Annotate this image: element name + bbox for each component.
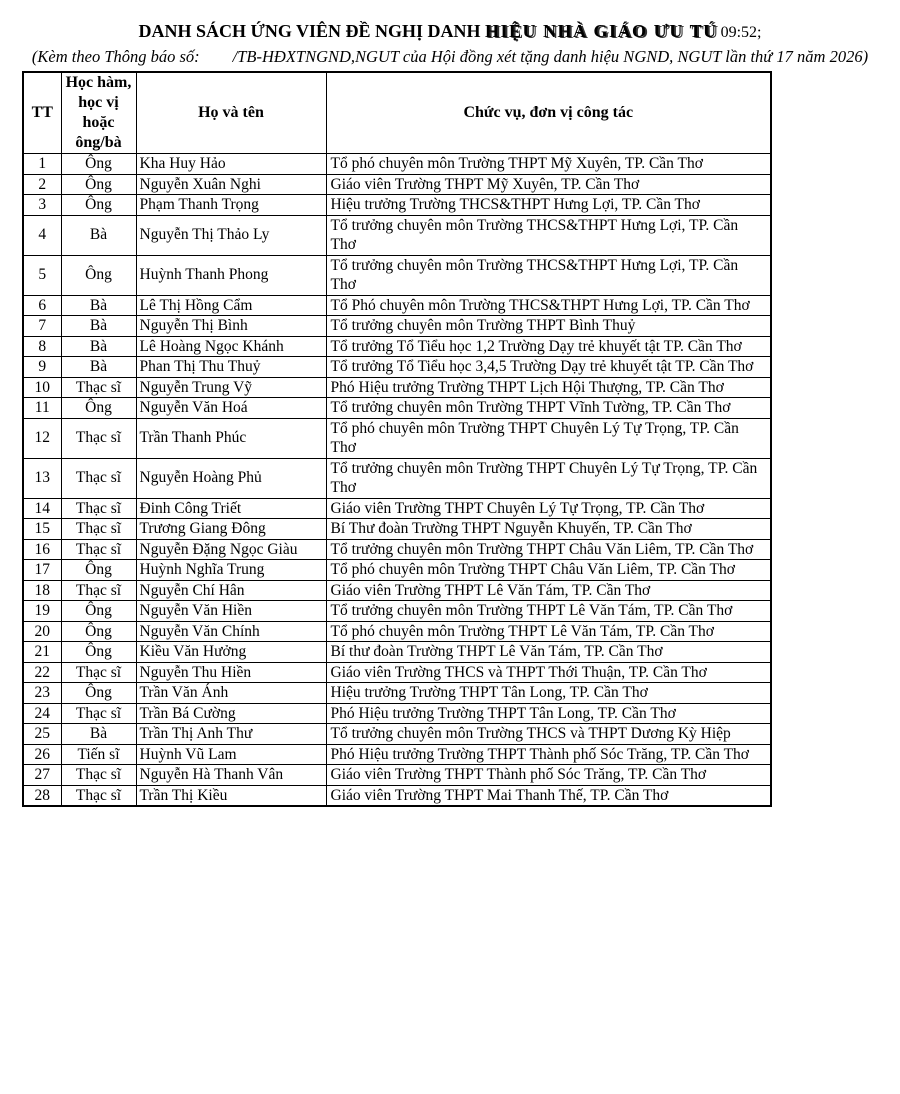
honorific-cell: Thạc sĩ: [61, 662, 136, 683]
table-row: [23, 683, 771, 704]
table-row: [23, 498, 771, 519]
honorific-cell: Ông: [61, 174, 136, 195]
position-cell: Tổ trưởng chuyên môn Trường THCS&THPT Hưng Lợi, TP. Cần Thơ: [326, 255, 771, 295]
table-row: [23, 519, 771, 540]
name-cell: Phạm Thanh Trọng: [136, 195, 326, 216]
row-number-cell: 4: [23, 215, 61, 255]
document-page: [0, 20, 900, 1094]
table-row: [23, 154, 771, 175]
table-row: [23, 642, 771, 663]
table-row: [23, 744, 771, 765]
honorific-cell: Thạc sĩ: [61, 765, 136, 786]
honorific-cell: Ông: [61, 398, 136, 419]
honorific-cell: Bà: [61, 357, 136, 378]
name-cell: Trần Thị Kiều: [136, 785, 326, 806]
name-cell: Kiều Văn Hưởng: [136, 642, 326, 663]
position-cell: Tổ trưởng chuyên môn Trường THPT Lê Văn Tám, TP. Cần Thơ: [326, 601, 771, 622]
table-row: [23, 765, 771, 786]
header-full-name: Họ và tên: [136, 72, 326, 154]
table-row: [23, 418, 771, 458]
name-cell: Trần Thanh Phúc: [136, 418, 326, 458]
honorific-cell: Ông: [61, 683, 136, 704]
row-number-cell: 16: [23, 539, 61, 560]
name-cell: Nguyễn Hà Thanh Vân: [136, 765, 326, 786]
name-cell: Trần Văn Ánh: [136, 683, 326, 704]
honorific-cell: Ông: [61, 255, 136, 295]
table-row: [23, 662, 771, 683]
honorific-cell: Ông: [61, 621, 136, 642]
row-number-cell: 28: [23, 785, 61, 806]
table-row: [23, 703, 771, 724]
position-cell: Phó Hiệu trưởng Trường THPT Lịch Hội Thượng, TP. Cần Thơ: [326, 377, 771, 398]
signature-timestamp: 09:52;: [720, 24, 762, 41]
position-cell: Tổ trưởng Tổ Tiểu học 1,2 Trường Dạy trẻ khuyết tật TP. Cần Thơ: [326, 336, 771, 357]
row-number-cell: 15: [23, 519, 61, 540]
honorific-cell: Ông: [61, 642, 136, 663]
row-number-cell: 2: [23, 174, 61, 195]
row-number-cell: 11: [23, 398, 61, 419]
position-cell: Tổ trưởng chuyên môn Trường THPT Chuyên Lý Tự Trọng, TP. Cần Thơ: [326, 458, 771, 498]
row-number-cell: 25: [23, 724, 61, 745]
honorific-cell: Thạc sĩ: [61, 539, 136, 560]
row-number-cell: 14: [23, 498, 61, 519]
name-cell: Nguyễn Đặng Ngọc Giàu: [136, 539, 326, 560]
position-cell: Phó Hiệu trưởng Trường THPT Tân Long, TP. Cần Thơ: [326, 703, 771, 724]
table-row: [23, 195, 771, 216]
position-cell: Tổ trưởng Tổ Tiểu học 3,4,5 Trường Dạy trẻ khuyết tật TP. Cần Thơ: [326, 357, 771, 378]
name-cell: Nguyễn Thị Bình: [136, 316, 326, 337]
row-number-cell: 1: [23, 154, 61, 175]
table-row: [23, 560, 771, 581]
table-row: [23, 377, 771, 398]
name-cell: Đinh Công Triết: [136, 498, 326, 519]
honorific-cell: Thạc sĩ: [61, 703, 136, 724]
table-header-row: [23, 72, 771, 154]
name-cell: Nguyễn Văn Hiền: [136, 601, 326, 622]
name-cell: Lê Hoàng Ngọc Khánh: [136, 336, 326, 357]
row-number-cell: 3: [23, 195, 61, 216]
name-cell: Nguyễn Văn Hoá: [136, 398, 326, 419]
header-position-unit: Chức vụ, đơn vị công tác: [326, 72, 771, 154]
honorific-cell: Tiến sĩ: [61, 744, 136, 765]
position-cell: Tổ Phó chuyên môn Trường THCS&THPT Hưng Lợi, TP. Cần Thơ: [326, 295, 771, 316]
name-cell: Huỳnh Vũ Lam: [136, 744, 326, 765]
position-cell: Giáo viên Trường THPT Chuyên Lý Tự Trọng, TP. Cần Thơ: [326, 498, 771, 519]
row-number-cell: 12: [23, 418, 61, 458]
table-row: [23, 601, 771, 622]
row-number-cell: 10: [23, 377, 61, 398]
honorific-cell: Ông: [61, 154, 136, 175]
position-cell: Tổ phó chuyên môn Trường THPT Lê Văn Tám, TP. Cần Thơ: [326, 621, 771, 642]
honorific-cell: Thạc sĩ: [61, 377, 136, 398]
honorific-cell: Bà: [61, 724, 136, 745]
table-row: [23, 539, 771, 560]
candidates-table: [22, 71, 772, 807]
row-number-cell: 17: [23, 560, 61, 581]
honorific-cell: Thạc sĩ: [61, 418, 136, 458]
name-cell: Huỳnh Thanh Phong: [136, 255, 326, 295]
title-overlap-segment: HIỆU NHÀ GIÁO ƯU TÚ: [485, 21, 718, 41]
position-cell: Giáo viên Trường THPT Lê Văn Tám, TP. Cần Thơ: [326, 580, 771, 601]
table-row: [23, 785, 771, 806]
position-cell: Tổ trưởng chuyên môn Trường THPT Vĩnh Tường, TP. Cần Thơ: [326, 398, 771, 419]
table-row: [23, 215, 771, 255]
position-cell: Giáo viên Trường THPT Thành phố Sóc Trăng, TP. Cần Thơ: [326, 765, 771, 786]
table-row: [23, 255, 771, 295]
table-row: [23, 316, 771, 337]
position-cell: Tổ trưởng chuyên môn Trường THPT Bình Thuỷ: [326, 316, 771, 337]
position-cell: Giáo viên Trường THCS và THPT Thới Thuận, TP. Cần Thơ: [326, 662, 771, 683]
name-cell: Trương Giang Đông: [136, 519, 326, 540]
row-number-cell: 8: [23, 336, 61, 357]
name-cell: Nguyễn Thị Thảo Ly: [136, 215, 326, 255]
position-cell: Tổ phó chuyên môn Trường THPT Chuyên Lý Tự Trọng, TP. Cần Thơ: [326, 418, 771, 458]
name-cell: Phan Thị Thu Thuỷ: [136, 357, 326, 378]
position-cell: Bí thư đoàn Trường THPT Lê Văn Tám, TP. Cần Thơ: [326, 642, 771, 663]
table-row: [23, 336, 771, 357]
table-row: [23, 295, 771, 316]
row-number-cell: 13: [23, 458, 61, 498]
page-title: [0, 20, 900, 44]
name-cell: Nguyễn Văn Chính: [136, 621, 326, 642]
header-tt: TT: [23, 72, 61, 154]
position-cell: Tổ trưởng chuyên môn Trường THCS và THPT Dương Kỳ Hiệp: [326, 724, 771, 745]
position-cell: Giáo viên Trường THPT Mỹ Xuyên, TP. Cần Thơ: [326, 174, 771, 195]
position-cell: Tổ trưởng chuyên môn Trường THCS&THPT Hưng Lợi, TP. Cần Thơ: [326, 215, 771, 255]
honorific-cell: Bà: [61, 215, 136, 255]
position-cell: Phó Hiệu trưởng Trường THPT Thành phố Sóc Trăng, TP. Cần Thơ: [326, 744, 771, 765]
honorific-cell: Thạc sĩ: [61, 785, 136, 806]
honorific-cell: Ông: [61, 195, 136, 216]
name-cell: Trần Thị Anh Thư: [136, 724, 326, 745]
honorific-cell: Thạc sĩ: [61, 498, 136, 519]
honorific-cell: Thạc sĩ: [61, 519, 136, 540]
honorific-cell: Bà: [61, 295, 136, 316]
row-number-cell: 18: [23, 580, 61, 601]
honorific-cell: Bà: [61, 316, 136, 337]
position-cell: Hiệu trưởng Trường THCS&THPT Hưng Lợi, TP. Cần Thơ: [326, 195, 771, 216]
name-cell: Huỳnh Nghĩa Trung: [136, 560, 326, 581]
row-number-cell: 26: [23, 744, 61, 765]
name-cell: Kha Huy Hảo: [136, 154, 326, 175]
table-row: [23, 357, 771, 378]
honorific-cell: Bà: [61, 336, 136, 357]
honorific-cell: Thạc sĩ: [61, 580, 136, 601]
row-number-cell: 23: [23, 683, 61, 704]
position-cell: Giáo viên Trường THPT Mai Thanh Thế, TP. Cần Thơ: [326, 785, 771, 806]
name-cell: Nguyễn Thu Hiền: [136, 662, 326, 683]
name-cell: Lê Thị Hồng Cẩm: [136, 295, 326, 316]
name-cell: Nguyễn Hoàng Phủ: [136, 458, 326, 498]
honorific-cell: Ông: [61, 560, 136, 581]
table-row: [23, 458, 771, 498]
table-row: [23, 174, 771, 195]
row-number-cell: 5: [23, 255, 61, 295]
row-number-cell: 21: [23, 642, 61, 663]
position-cell: Tổ trưởng chuyên môn Trường THPT Châu Văn Liêm, TP. Cần Thơ: [326, 539, 771, 560]
row-number-cell: 6: [23, 295, 61, 316]
name-cell: Nguyễn Trung Vỹ: [136, 377, 326, 398]
table-row: [23, 724, 771, 745]
name-cell: Nguyễn Chí Hân: [136, 580, 326, 601]
title-text: DANH SÁCH ỨNG VIÊN ĐỀ NGHỊ DANH: [138, 21, 486, 41]
table-row: [23, 580, 771, 601]
row-number-cell: 7: [23, 316, 61, 337]
table-row: [23, 398, 771, 419]
honorific-cell: Ông: [61, 601, 136, 622]
position-cell: Hiệu trưởng Trường THPT Tân Long, TP. Cần Thơ: [326, 683, 771, 704]
position-cell: Bí Thư đoàn Trường THPT Nguyễn Khuyến, TP. Cần Thơ: [326, 519, 771, 540]
row-number-cell: 19: [23, 601, 61, 622]
document-subtitle: (Kèm theo Thông báo số: /TB-HĐXTNGND,NGUT của Hội đồng xét tặng danh hiệu NGND, NGUT lần thứ 17 năm 2026): [31, 47, 869, 66]
header-degree-honorific: Học hàm, học vị hoặc ông/bà: [61, 72, 136, 154]
row-number-cell: 9: [23, 357, 61, 378]
position-cell: Tổ phó chuyên môn Trường THPT Châu Văn Liêm, TP. Cần Thơ: [326, 560, 771, 581]
row-number-cell: 24: [23, 703, 61, 724]
row-number-cell: 22: [23, 662, 61, 683]
table-row: [23, 621, 771, 642]
name-cell: Trần Bá Cường: [136, 703, 326, 724]
row-number-cell: 27: [23, 765, 61, 786]
position-cell: Tổ phó chuyên môn Trường THPT Mỹ Xuyên, TP. Cần Thơ: [326, 154, 771, 175]
row-number-cell: 20: [23, 621, 61, 642]
honorific-cell: Thạc sĩ: [61, 458, 136, 498]
name-cell: Nguyễn Xuân Nghi: [136, 174, 326, 195]
